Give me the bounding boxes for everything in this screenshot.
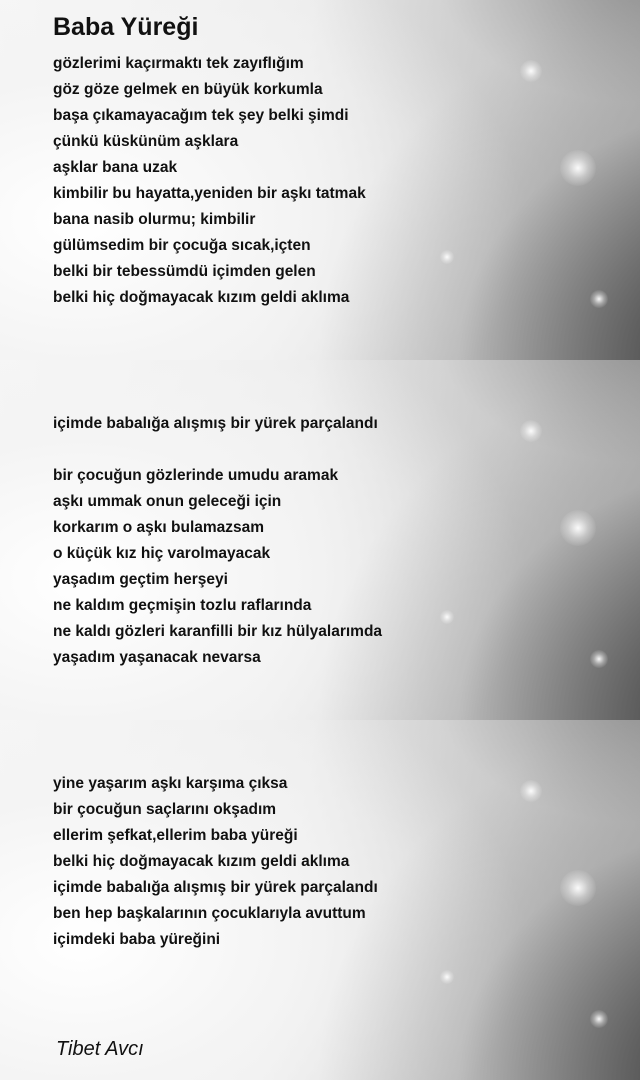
poem-panel-1 [0,0,640,360]
sparkle-decoration [440,610,454,624]
poem-author: Tibet Avcı [56,1038,144,1060]
poem-panel-2 [0,360,640,720]
poem-line: belki hiç doğmayacak kızım geldi aklıma [53,853,350,870]
poem-line: içimde babalığa alışmış bir yürek parçalandı [53,879,378,896]
poem-line: ben hep başkalarının çocuklarıyla avuttum [53,905,366,922]
poem-line: belki hiç doğmayacak kızım geldi aklıma [53,289,350,306]
sparkle-decoration [520,60,542,82]
poem-line: o küçük kız hiç varolmayacak [53,545,271,562]
poem-line: ne kaldı gözleri karanfilli bir kız hülyalarımda [53,623,383,640]
poem-line: yaşadım yaşanacak nevarsa [53,649,261,666]
poem-line: bir çocuğun saçlarını okşadım [53,801,277,818]
poem-line-blank [53,437,382,463]
sparkle-decoration [590,1010,608,1028]
sparkle-decoration [440,970,454,984]
sparkle-decoration [520,420,542,442]
poem-line: aşkı ummak onun geleceği için [53,493,282,510]
poem-line: gülümsedim bir çocuğa sıcak,içten [53,237,311,254]
poem-line: kimbilir bu hayatta,yeniden bir aşkı tatmak [53,185,366,202]
poem-line: yaşadım geçtim herşeyi [53,571,228,588]
sparkle-decoration [590,650,608,668]
stanza-lines [53,51,366,311]
poem-line: çünkü küskünüm aşklara [53,133,239,150]
poem-line: başa çıkamayacağım tek şey belki şimdi [53,107,349,124]
sparkle-decoration [440,250,454,264]
poem-line: yine yaşarım aşkı karşıma çıksa [53,775,288,792]
stanza-lines [53,411,382,671]
poem-line: ne kaldım geçmişin tozlu raflarında [53,597,312,614]
poem-line: içimdeki baba yüreğini [53,931,221,948]
poem-line: içimde babalığa alışmış bir yürek parçalandı [53,415,378,432]
poem-line: korkarım o aşkı bulamazsam [53,519,265,536]
poem-line: belki bir tebessümdü içimden gelen [53,263,316,280]
poem-line: bir çocuğun gözlerinde umudu aramak [53,467,339,484]
stanza-lines [53,771,378,953]
poem-line: göz göze gelmek en büyük korkumla [53,81,323,98]
poem-line: bana nasib olurmu; kimbilir [53,211,256,228]
sparkle-decoration [560,150,596,186]
sparkle-decoration [560,510,596,546]
sparkle-decoration [520,780,542,802]
poem-line: ellerim şefkat,ellerim baba yüreği [53,827,298,844]
poem-panel-3 [0,720,640,1080]
poem-line: aşklar bana uzak [53,159,178,176]
sparkle-decoration [560,870,596,906]
poem-line: gözlerimi kaçırmaktı tek zayıflığım [53,55,304,72]
sparkle-decoration [590,290,608,308]
poem-title: Baba Yüreği [53,13,199,41]
